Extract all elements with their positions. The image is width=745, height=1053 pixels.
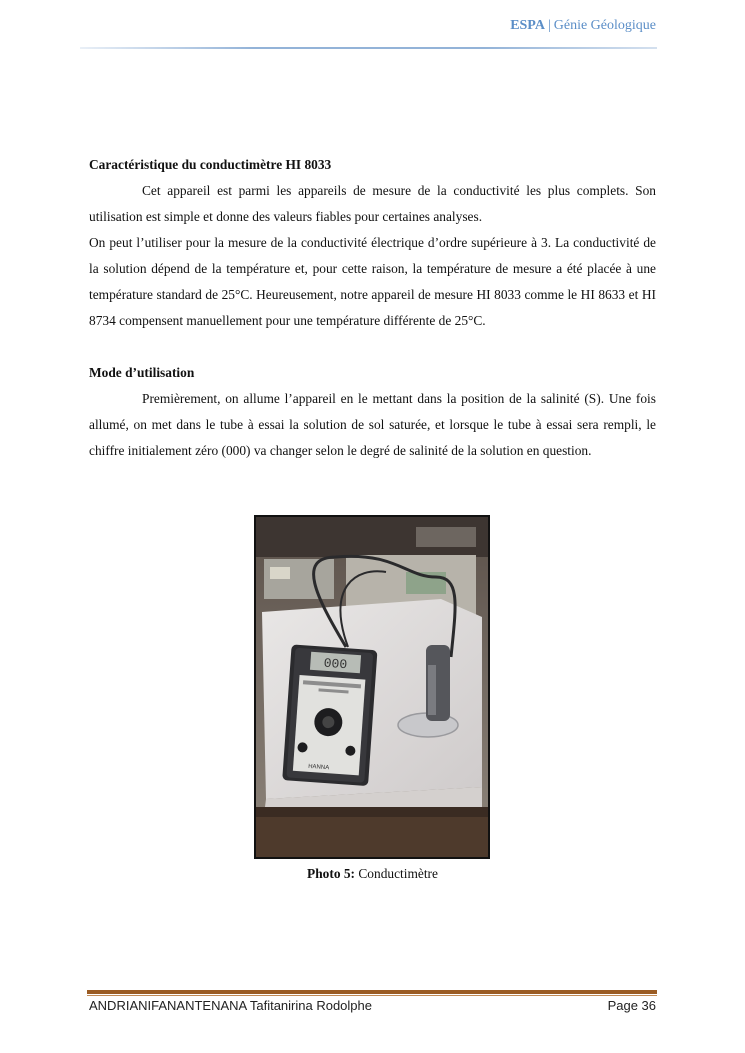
header-separator: | <box>547 18 551 33</box>
photo-caption <box>0 866 745 882</box>
caption-text: Conductimètre <box>358 866 438 881</box>
paragraph-mode: Premièrement, on allume l’appareil en le mettant dans la position de la salinité (S). Une fois allumé, on met dans le tube à essai la solution de sol saturée, et lorsque le tube à essai sera rempli, le chiffre initialement zéro (000) va changer selon le degré de salinité de la solution en question. <box>89 391 656 458</box>
footer-author: ANDRIANIFANANTENANA Tafitanirina Rodolphe <box>89 998 372 1013</box>
meter-brand-label: HANNA <box>307 763 330 772</box>
running-header <box>510 18 656 34</box>
footer-rule-thin <box>87 995 657 996</box>
header-school: ESPA <box>510 18 545 33</box>
page-body <box>89 152 656 464</box>
meter-display-reading: 000 <box>323 655 348 673</box>
caption-label: Photo 5: <box>307 866 356 881</box>
conductimeter-photo <box>254 515 490 859</box>
paragraph-usage-details: On peut l’utiliser pour la mesure de la conductivité électrique d’ordre supérieure à 3. La conductivité de la solution dépend de la température et, pour cette raison, la température de mesure a été placée à une température standard de 25°C. Heureusement, notre appareil de mesure HI 8033 comme le HI 8633 et HI 8734 compensent manuellement pour une température différente de 25°C. <box>89 235 656 328</box>
section-title-mode: Mode d’utilisation <box>89 365 195 380</box>
header-department: Génie Géologique <box>553 18 656 33</box>
footer-rule <box>87 990 657 994</box>
footer-page-number: Page 36 <box>607 998 656 1013</box>
header-rule <box>80 47 657 49</box>
paragraph-intro: Cet appareil est parmi les appareils de mesure de la conductivité les plus complets. Son utilisation est simple et donne des valeurs fiables pour certaines analyses. <box>89 183 656 224</box>
section-title-characteristics: Caractéristique du conductimètre HI 8033 <box>89 157 332 172</box>
